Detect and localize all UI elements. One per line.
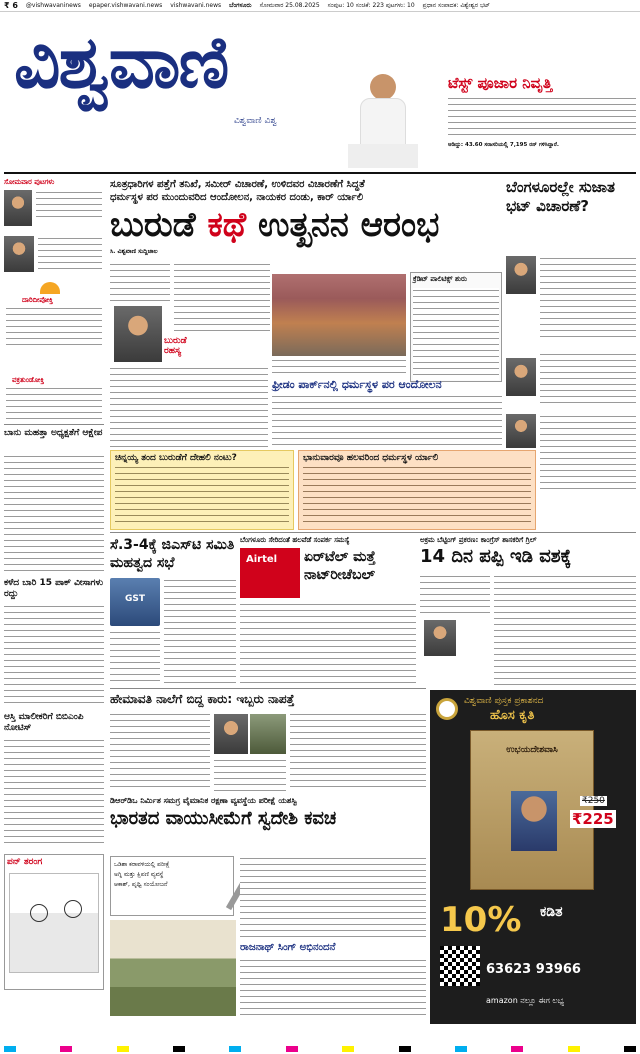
lead-portrait bbox=[114, 306, 162, 362]
right-photo-2 bbox=[506, 358, 536, 396]
lead-headline-a: ಬುರುಡೆ bbox=[110, 205, 196, 245]
lead-body-2 bbox=[110, 366, 268, 450]
story-body-2 bbox=[4, 604, 104, 708]
lead-body-1 bbox=[110, 262, 170, 302]
yellow-box bbox=[110, 450, 294, 530]
right-body-1 bbox=[540, 256, 636, 340]
column-teaser-1 bbox=[36, 190, 102, 220]
credit-box-title: ಕ್ರೆಡಿಟ್ ಪಾಲಿಟಿಕ್ಸ್ ಶುರು bbox=[413, 275, 467, 283]
orange-box bbox=[298, 450, 536, 530]
right-photo-3 bbox=[506, 414, 536, 448]
hemavathi-body-2 bbox=[214, 758, 286, 792]
airtel-body bbox=[240, 602, 416, 686]
lead-headline bbox=[110, 204, 502, 246]
lead-body-3 bbox=[174, 262, 270, 334]
vakra-text bbox=[6, 386, 102, 420]
date-label: ಸೋಮವಾರ 25.08.2025 bbox=[259, 1, 320, 9]
hemavathi-photo-1 bbox=[214, 714, 248, 754]
columnist-photo-1 bbox=[4, 190, 32, 226]
left-sidebar bbox=[4, 178, 104, 1048]
columnist-photo-2 bbox=[4, 236, 34, 272]
old-price: ₹250 bbox=[582, 796, 605, 806]
print-color-bar bbox=[4, 1046, 636, 1052]
gst-badge: GST bbox=[124, 594, 145, 604]
masthead-tagline: ವಿಶ್ವವಾಣಿ ವಿಶ್ವ bbox=[234, 116, 277, 126]
city-label: ಬೆಂಗಳೂರು bbox=[229, 1, 252, 9]
lead-story bbox=[110, 178, 502, 450]
vakra-title: ವಕ್ರತುಂಡೋಕ್ತಿ bbox=[12, 376, 45, 384]
drdo-subhead: ರಾಜನಾಥ್ ಸಿಂಗ್ ಅಭಿನಂದನೆ bbox=[240, 942, 336, 953]
airtel-logo bbox=[240, 548, 300, 598]
epaper-link[interactable]: epaper.vishwavani.news bbox=[88, 2, 163, 9]
gst-story bbox=[110, 536, 236, 686]
divider bbox=[4, 172, 636, 174]
lead-body-4 bbox=[272, 394, 502, 450]
credit-box bbox=[410, 272, 502, 382]
sports-text bbox=[448, 96, 636, 140]
sunday-pages-title: ಸೋಮವಾರ ಪುಟಗಳು bbox=[4, 178, 55, 186]
qr-code-icon bbox=[440, 946, 480, 986]
drdo-kicker: ಡಿಆರ್‌ಡಿಒ ನಿರ್ಮಿತ ಸಮಗ್ರ ವೈಮಾನಿಕ ರಕ್ಷಣಾ ವ್ಯವಸ್ಥೆಯ ಪರೀಕ್ಷೆ ಯಶಸ್ವಿ bbox=[110, 796, 297, 805]
airtel-headline: ಏರ್‌ಟೆಲ್ ಮತ್ತೆ ನಾಟ್‌ರೀಚೆಬಲ್ bbox=[304, 549, 376, 583]
hemavathi-photo-2 bbox=[250, 714, 286, 754]
lead-headline-b: ಕಥೆ bbox=[207, 205, 247, 245]
sun-icon bbox=[40, 282, 60, 294]
comic-title: ಪನ್ ತರಂಗ bbox=[7, 857, 43, 867]
gst-body bbox=[164, 578, 236, 684]
drdo-body-2 bbox=[240, 958, 426, 1016]
gst-image bbox=[110, 578, 160, 626]
hemavathi-body-1 bbox=[110, 712, 210, 792]
lead-kicker-2: ಧರ್ಮಸ್ಥಳ ಪರ ಮುಂದುವರಿದ ಆಂದೋಲನ, ನಾಯಕರ ದಂಡು, ಕಾರ್ ರ್ಯಾಲಿ bbox=[110, 192, 364, 203]
editor-label: ಪ್ರಧಾನ ಸಂಪಾದಕ: ವಿಶ್ವೇಶ್ವರ ಭಟ್ bbox=[422, 1, 490, 9]
drdo-body-1 bbox=[240, 856, 426, 938]
orange-box-title: ಭಾನುವಾರವೂ ಹಲವರಿಂದ ಧರ್ಮಸ್ಥಳ ರ್ಯಾಲಿ bbox=[303, 453, 439, 463]
ad-logo-icon bbox=[436, 698, 458, 720]
sports-headline: ಟೆಸ್ಟ್ ಪೂಜಾರ ನಿವೃತ್ತಿ bbox=[448, 74, 553, 92]
ad-amazon: amazon ನಲ್ಲೂ ಈಗ ಲಭ್ಯ bbox=[486, 996, 565, 1005]
drdo-bullet-1: ಒಡಿಶಾ ಕರಾವಳಿಯಲ್ಲಿ ಪರೀಕ್ಷೆ bbox=[114, 861, 170, 868]
twitter-handle: @vishwavaninews bbox=[25, 2, 81, 9]
masthead-title: ವಿಶ್ವವಾಣಿ bbox=[14, 20, 228, 104]
discount-percent: 10% bbox=[440, 900, 522, 940]
ad-title: ವಿಶ್ವವಾಣಿ ಪುಸ್ತಕ ಪ್ರಕಾಶನದ bbox=[464, 696, 544, 706]
top-bar bbox=[0, 0, 640, 12]
gst-body-2 bbox=[110, 630, 160, 684]
story-headline-2: ಕಳೆದ ಬಾರಿ 15 ಪಾಕ್ ವೀಸಾಗಳು ರದ್ದು bbox=[4, 578, 104, 599]
issue-label: ಸಂಪುಟ: 10 ಸಂಚಿಕೆ: 223 ಪುಟಗಳು: 10 bbox=[327, 1, 415, 9]
website-link[interactable]: vishwavani.news bbox=[170, 2, 222, 9]
ed-photo bbox=[424, 620, 456, 656]
right-headline: ಬೆಂಗಳೂರಲ್ಲೇ ಸುಜಾತ ಭಟ್ ವಿಚಾರಣೆ? bbox=[506, 178, 615, 215]
right-body-2 bbox=[540, 352, 636, 406]
book-ad bbox=[430, 690, 636, 1024]
cricketer-photo bbox=[334, 70, 444, 170]
daily-quote-title: ದಾರಿದೀಪೋಕ್ತಿ bbox=[22, 296, 53, 304]
drdo-story bbox=[110, 796, 426, 1046]
column-teaser-2 bbox=[38, 236, 102, 272]
ed-kicker: ಅಕ್ರಮ ಬೆಟ್ಟಿಂಗ್ ಪ್ರಕರಣ: ಕಾಂಗ್ರೆಸ್ ಶಾಸಕರಿಗೆ ಗ್ರಿಲ್ bbox=[420, 536, 537, 544]
right-column bbox=[506, 178, 636, 448]
comic-box bbox=[4, 854, 104, 990]
page-number: ₹ 6 bbox=[4, 1, 18, 10]
new-price: ₹225 bbox=[572, 810, 614, 828]
protest-photo bbox=[272, 274, 406, 356]
airtel-kicker: ಬೆಂಗಳೂರು ಸೇರಿದಂತೆ ಹಲವೆಡೆ ಸಂಪರ್ಕ ಸಮಸ್ಯೆ bbox=[240, 536, 350, 544]
story-body-3 bbox=[4, 738, 104, 848]
hemavathi-body-3 bbox=[290, 712, 426, 792]
ed-story bbox=[420, 536, 636, 686]
ed-headline: 14 ದಿನ ಪಪ್ಪಿ ಇಡಿ ವಶಕ್ಕೆ bbox=[420, 546, 572, 567]
airtel-brand: Airtel bbox=[246, 554, 278, 565]
masthead bbox=[4, 14, 636, 172]
lead-byline: ಸಿ. ವಿಶ್ವವಾಣಿ ಸುದ್ದಿಜಾಲ bbox=[110, 248, 158, 255]
ad-phone[interactable]: 63623 93966 bbox=[486, 962, 581, 977]
lead-headline-c: ಉತ್ಖನನ ಆರಂಭ bbox=[257, 205, 440, 245]
drdo-bullet-2: ಅಗ್ನಿ ಮತ್ತು ಕ್ಷಿಪಣಿ ವ್ಯವಸ್ಥೆ bbox=[114, 871, 164, 878]
story-headline-3: ಆಸ್ತಿ ಮಾಲೀಕರಿಗೆ ಬಿಬಿಎಂಪಿ ನೋಟಿಸ್ bbox=[4, 712, 84, 733]
photo-caption-text bbox=[272, 358, 406, 374]
hemavathi-story bbox=[110, 692, 426, 792]
right-body-3 bbox=[540, 414, 636, 492]
lead-photo-caption: ಬುರುಡೆ ರಹಸ್ಯ bbox=[164, 336, 187, 356]
book-author-photo bbox=[511, 791, 557, 851]
airtel-story bbox=[240, 536, 416, 686]
hemavathi-headline: ಹೇಮಾವತಿ ನಾಲೆಗೆ ಬಿದ್ದ ಕಾರು: ಇಬ್ಬರು ನಾಪತ್ತೆ bbox=[110, 692, 295, 706]
lead-kicker: ಸೂತ್ರಧಾರಿಗಳ ಪತ್ತೆಗೆ ತನಿಖೆ, ಸಮೀರ್ ವಿಚಾರಣೆ, ಉಳಿದವರ ವಿಚಾರಣೆಗೆ ಸಿದ್ಧತೆ bbox=[110, 179, 365, 190]
gst-headline: ಸೆ.3-4ಕ್ಕೆ ಜಿಎಸ್‌ಟಿ ಸಮಿತಿ ಮಹತ್ವದ ಸಭೆ bbox=[110, 537, 235, 571]
comic-illustration bbox=[9, 873, 99, 973]
right-photo-1 bbox=[506, 256, 536, 294]
daily-quote-text bbox=[6, 306, 102, 350]
drdo-photo bbox=[110, 920, 236, 1016]
drdo-bullets bbox=[110, 856, 234, 916]
story-body-1 bbox=[4, 454, 104, 576]
drdo-headline: ಭಾರತದ ವಾಯುಸೀಮೆಗೆ ಸ್ವದೇಶಿ ಕವಚ bbox=[110, 808, 337, 829]
sports-box bbox=[448, 74, 636, 170]
discount-word: ಕಡಿತ bbox=[540, 904, 563, 920]
lead-subheading: ಫ್ರೀಡಂ ಪಾರ್ಕ್‌ನಲ್ಲಿ ಧರ್ಮಸ್ಥಳ ಪರ ಆಂದೋಲನ bbox=[272, 378, 442, 391]
story-headline-1: ಬಾನು ಮಹತ್ತಾ ಅಧ್ಯಕ್ಷತೆಗೆ ಆಕ್ಷೇಪ bbox=[4, 428, 103, 438]
drdo-bullet-3: ಆಕಾಶ್, ಪೃಥ್ವಿ ಸಂಯೋಜನೆ bbox=[114, 881, 168, 888]
ad-subtitle: ಹೊಸ ಕೃತಿ bbox=[490, 708, 535, 723]
yellow-box-title: ಚಿನ್ನಯ್ಯ ತಂದ ಬುರುಡೆಗೆ ದೇಹಲಿ ನಂಟು? bbox=[115, 453, 237, 463]
ed-body-2 bbox=[494, 574, 636, 686]
book-title: ಉಭಯದೇಶವಾಸಿ bbox=[506, 745, 558, 755]
sports-stats: ಆಡಿದ್ದು: 43.60 ಸರಾಸರಿಯಲ್ಲಿ 7,195 ರನ್ ಗಳಿಸಿದ್ದಾರೆ. bbox=[448, 142, 559, 148]
ed-body-1 bbox=[420, 574, 490, 616]
